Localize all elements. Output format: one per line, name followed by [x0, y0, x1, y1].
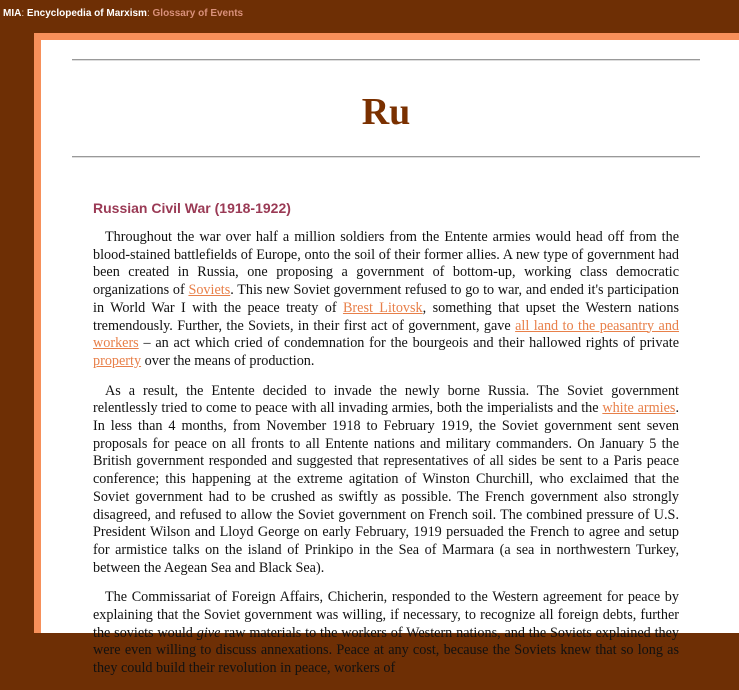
link-all-land-to-the-peasantry-and-workers[interactable]: all land to the peasantry and workers	[93, 317, 680, 352]
text: As a result, the Entente decided to invade the newly borne Russia. The Soviet government relentlessly tried to come to peace with all invading armies, both the imperialists and the	[93, 382, 679, 417]
text: raw materials to the workers of Western nations, and the Soviets explained they were even willing to discuss annexations. Peace at any cost, because the Soviets knew that so long as they could build their revolution in peace, workers of	[93, 624, 679, 677]
paragraph	[93, 383, 679, 578]
paragraph	[93, 229, 679, 371]
entry-heading: Russian Civil War (1918-1922)	[93, 200, 291, 216]
breadcrumb-mia[interactable]: MIA	[3, 8, 22, 19]
text: over the means of production.	[141, 352, 315, 369]
breadcrumb-encyclopedia[interactable]: Encyclopedia of Marxism	[26, 8, 147, 19]
content-frame	[34, 33, 739, 677]
breadcrumb-separator: :	[146, 8, 153, 19]
text: . In less than 4 months, from November 1918 to February 1919, the Soviet government sent seven proposals for peace on all fronts to all Entente nations and military commanders. On January 5 the British government responded and suggested that representatives of all sides be sent to a Paris peace conference; this happening at the extreme agitation of Winston Churchill, who exclaimed that the Soviet government had to be crushed as swiftly as possible. The French government also strongly disagreed, and refused to allow the Soviet government on French soil. The combined pressure of U.S. President Wilson and Lloyd George on early February, 1919 persuaded the French to agree and setup for armistice talks on the island of Prinkipo in the Sea of Marmara (a sea in northwestern Turkey, between the Aegean Sea and Black Sea).	[93, 400, 679, 576]
top-divider	[72, 59, 700, 61]
text: The Commissariat of Foreign Affairs, Chicherin, responded to the Western agreement for peace by explaining that the Soviet government was willing, if necessary, to recognize all foreign debts, further the soviets would	[93, 589, 679, 641]
link-property[interactable]: property	[93, 352, 142, 369]
link-soviets[interactable]: Soviets	[188, 282, 231, 299]
page-body	[41, 40, 739, 677]
link-brest-litovsk[interactable]: Brest Litovsk	[342, 299, 423, 316]
breadcrumb-separator: :	[21, 8, 27, 19]
breadcrumb	[3, 8, 243, 19]
emphasis: give	[196, 624, 221, 641]
link-white-armies[interactable]: white armies	[602, 400, 676, 417]
paragraph	[93, 589, 679, 678]
text: – an act which cried of condemnation for the bourgeois and their hallowed rights of private	[138, 335, 679, 352]
breadcrumb-current: Glossary of Events	[152, 8, 244, 19]
bottom-divider	[72, 156, 700, 158]
page-title: Ru	[361, 91, 411, 133]
text: Throughout the war over half a million soldiers from the Entente armies would head off from the blood-stained battlefields of Europe, onto the soil of their former allies. A new type of government had been created in Russia, one proposing a government of bottom-up, working class democratic organizations of	[93, 229, 679, 299]
text: , something that upset the Western nations tremendously. Further, the Soviets, in their first act of government, gave	[93, 299, 679, 334]
entry	[93, 200, 679, 690]
text: . This new Soviet government refused to go to war, and ended it's participation in World War I with the peace treaty of	[93, 282, 679, 316]
